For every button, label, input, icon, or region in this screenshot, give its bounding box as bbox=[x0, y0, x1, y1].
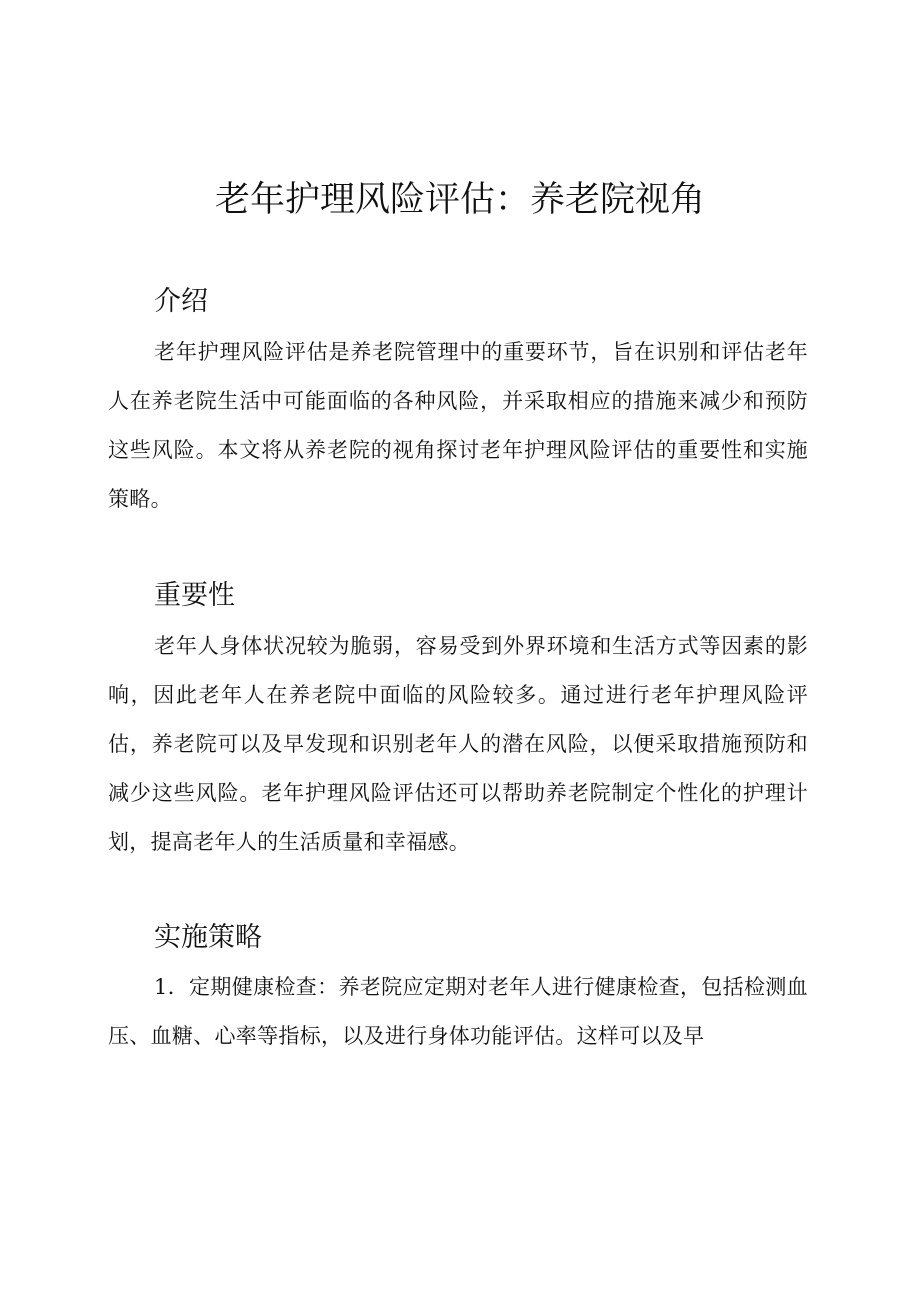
section-paragraph-importance: 老年人身体状况较为脆弱，容易受到外界环境和生活方式等因素的影响，因此老年人在养老院中面临的风险较多。通过进行老年护理风险评估，养老院可以及早发现和识别老年人的潜在风险，以便采取措施预防和减少这些风险。老年护理风险评估还可以帮助养老院制定个性化的护理计划，提高老年人的生活质量和幸福感。 bbox=[108, 634, 808, 854]
section-heading-strategy: 实施策略 bbox=[154, 922, 262, 953]
document-title: 老年护理风险评估：养老院视角 bbox=[214, 180, 705, 220]
section-paragraph-introduction: 老年护理风险评估是养老院管理中的重要环节，旨在识别和评估老年人在养老院生活中可能面临的各种风险，并采取相应的措施来减少和预防这些风险。本文将从养老院的视角探讨老年护理风险评估的重要性和实施策略。 bbox=[108, 340, 808, 511]
section-heading-importance: 重要性 bbox=[154, 580, 235, 611]
section-paragraph-strategy: 1．定期健康检查：养老院应定期对老年人进行健康检查，包括检测血压、血糖、心率等指标，以及进行身体功能评估。这样可以及早 bbox=[108, 975, 808, 1048]
section-heading-introduction: 介绍 bbox=[154, 286, 208, 317]
